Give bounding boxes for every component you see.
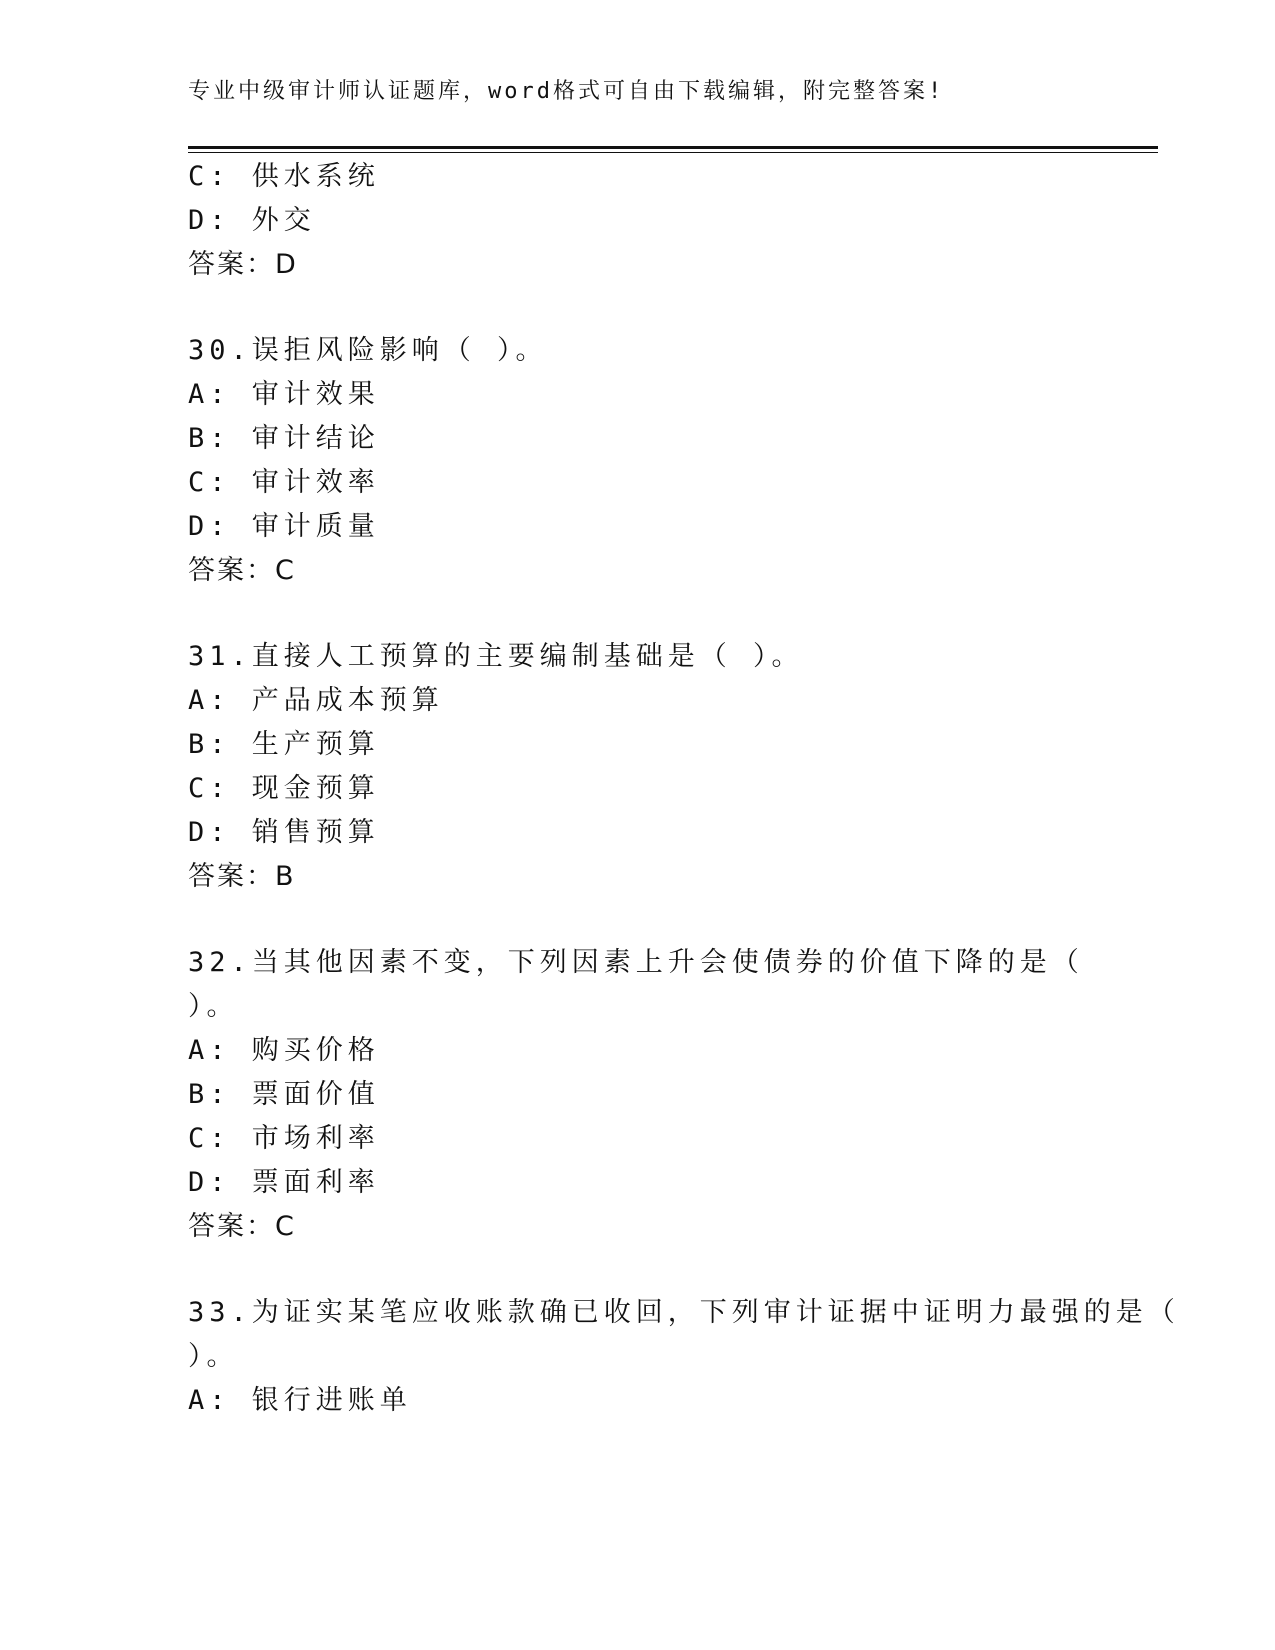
page-header: 专业中级审计师认证题库，word格式可自由下载编辑，附完整答案!	[188, 79, 945, 104]
question-33-cont: ）。	[188, 1341, 239, 1372]
option-c-q30: C: 审计效率	[188, 467, 380, 498]
header-rule-thick	[188, 146, 1158, 149]
question-30: 30.误拒风险影响（ ）。	[188, 335, 548, 366]
option-c-q32: C: 市场利率	[188, 1123, 380, 1154]
option-a-q32: A: 购买价格	[188, 1035, 380, 1066]
option-b-q32: B: 票面价值	[188, 1079, 380, 1110]
answer-q32: 答案：C	[188, 1211, 296, 1242]
question-32-cont: ）。	[188, 991, 239, 1022]
option-d-q31: D: 销售预算	[188, 817, 380, 848]
option-d-q29: D: 外交	[188, 205, 316, 236]
option-c-q29: C: 供水系统	[188, 161, 380, 192]
option-a-q33: A: 银行进账单	[188, 1385, 412, 1416]
option-d-q30: D: 审计质量	[188, 511, 380, 542]
question-32: 32.当其他因素不变，下列因素上升会使债券的价值下降的是（	[188, 947, 1084, 978]
option-c-q31: C: 现金预算	[188, 773, 380, 804]
answer-q31: 答案：B	[188, 861, 296, 892]
answer-q30: 答案：C	[188, 555, 296, 586]
option-a-q30: A: 审计效果	[188, 379, 380, 410]
option-d-q32: D: 票面利率	[188, 1167, 380, 1198]
option-b-q30: B: 审计结论	[188, 423, 380, 454]
option-a-q31: A: 产品成本预算	[188, 685, 444, 716]
option-b-q31: B: 生产预算	[188, 729, 380, 760]
question-33: 33.为证实某笔应收账款确已收回，下列审计证据中证明力最强的是（	[188, 1297, 1180, 1328]
question-31: 31.直接人工预算的主要编制基础是（ ）。	[188, 641, 804, 672]
answer-q29: 答案：D	[188, 249, 298, 280]
header-rule-thin	[188, 152, 1158, 153]
